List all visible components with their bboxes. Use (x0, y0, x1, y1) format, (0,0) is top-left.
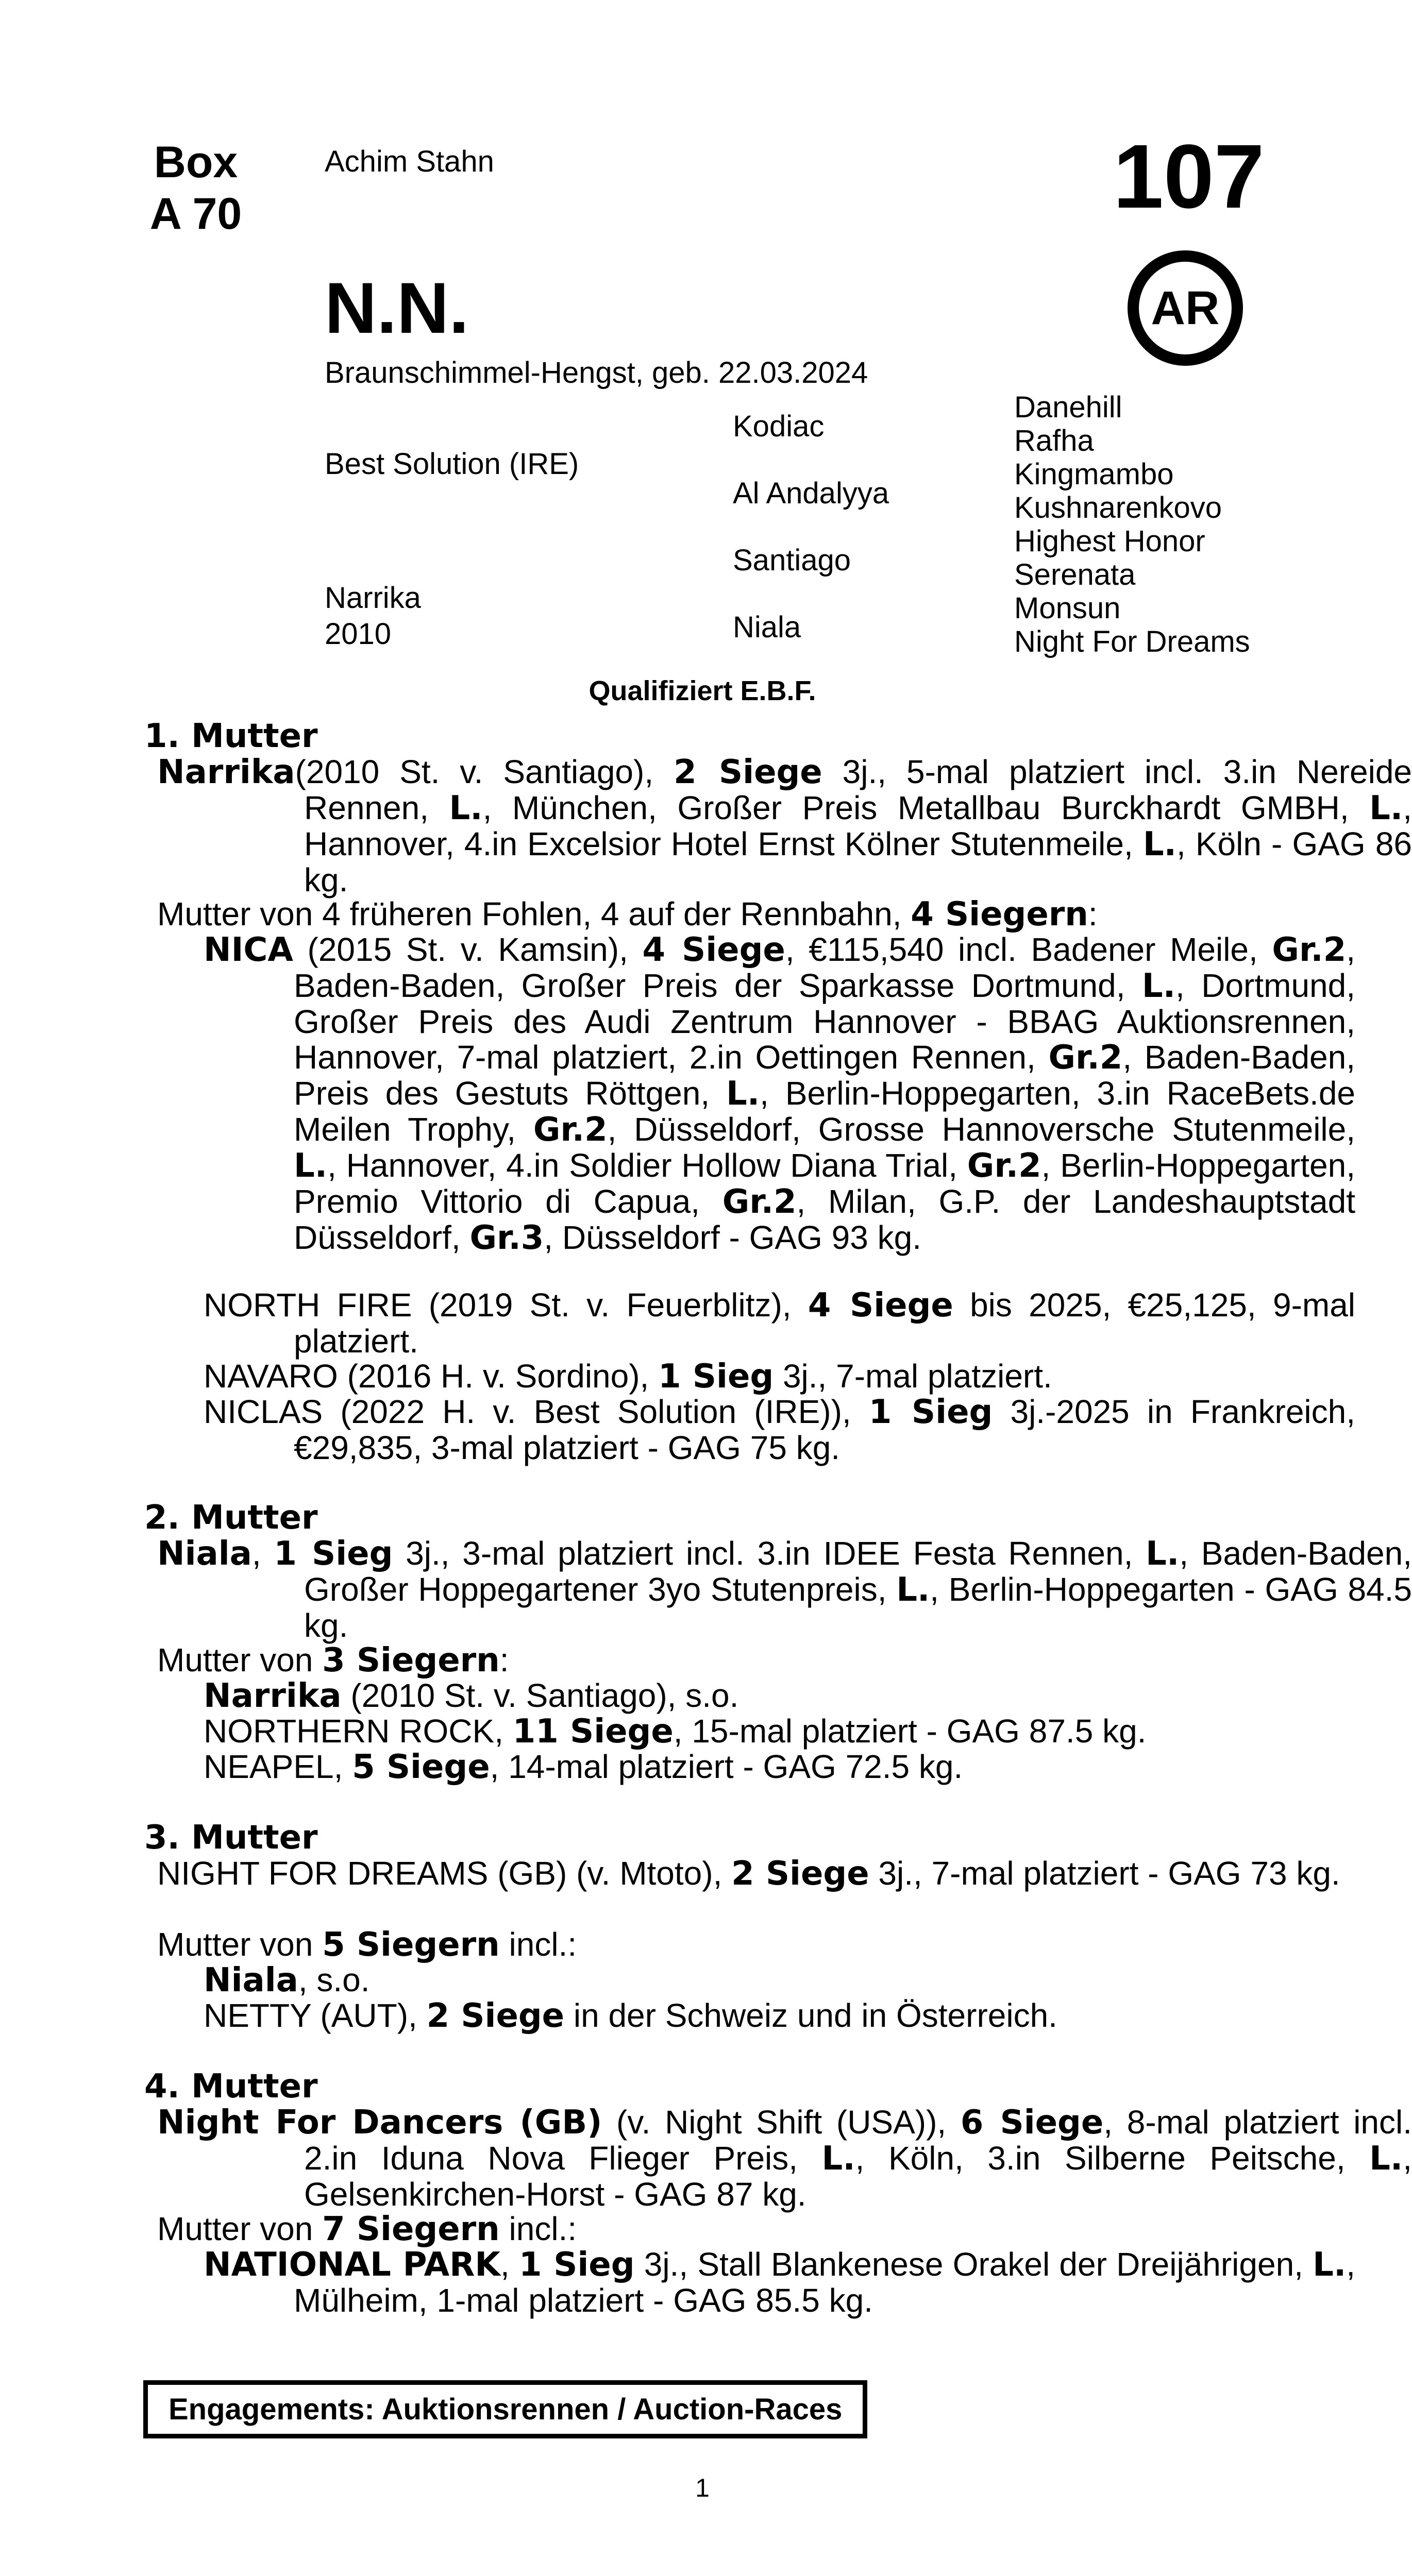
pedigree-gen2-item: Al Andalyya (733, 477, 889, 510)
first-dam-heading: 1. Mutter (144, 717, 318, 755)
third-dam-record: NIGHT FOR DREAMS (GB) (v. Mtoto), 2 Siege 3j., 7-mal platziert - GAG 73 kg. (157, 1855, 1340, 1893)
pedigree-dam-year: 2010 (325, 617, 392, 651)
pedigree-gen3-item: Rafha (1014, 424, 1094, 457)
pedigree-gen3-item: Kingmambo (1014, 457, 1174, 491)
owner-name: Achim Stahn (325, 145, 494, 178)
pedigree-gen2-item: Kodiac (733, 410, 825, 443)
produce-niala: Niala, s.o. (204, 1961, 370, 1999)
pedigree-sire: Best Solution (IRE) (325, 447, 579, 481)
produce-northern-rock: NORTHERN ROCK, 11 Siege, 15-mal platziert - GAG 87.5 kg. (204, 1713, 1147, 1751)
pedigree-gen3-item: Serenata (1014, 558, 1136, 591)
box-label: Box A 70 (149, 138, 242, 239)
fourth-dam-produce-intro: Mutter von 7 Siegern incl.: (157, 2210, 577, 2248)
page-number: 1 (695, 2473, 710, 2502)
fourth-dam-heading: 4. Mutter (144, 2067, 318, 2106)
engagements-box: Engagements: Auktionsrennen / Auction-Races (143, 2380, 867, 2438)
pedigree-gen3-item: Monsun (1014, 591, 1121, 625)
pedigree-gen3-item: Highest Honor (1014, 524, 1205, 558)
produce-nica: NICA (2015 St. v. Kamsin), 4 Siege, €115,540 incl. Badener Meile, Gr.2, Baden-Baden, Großer Preis der Sparkasse Dortmund, L., Dortmund, Großer Preis des Audi Zentrum Hannover - BBAG Auktionsrennen, Hannover, 7-mal platziert, 2.in Oettingen Rennen, Gr.2, Baden-Baden, Preis des Gestuts Röttgen, L., Berlin-Hoppegarten, 3.in RaceBets.de Meilen Trophy, Gr.2, Düsseldorf, Grosse Hannoversche Stutenmeile, L., Hannover, 4.in Soldier Hollow Diana Trial, Gr.2, Berlin-Hoppegarten, Premio Vittorio di Capua, Gr.2, Milan, G.P. der Landeshauptstadt Düsseldorf, Gr.3, Düsseldorf - GAG 93 kg. (204, 931, 1356, 1257)
produce-navaro: NAVARO (2016 H. v. Sordino), 1 Sieg 3j., 7-mal platziert. (204, 1358, 1052, 1396)
produce-north-fire: NORTH FIRE (2019 St. v. Feuerblitz), 4 Siege bis 2025, €25,125, 9-mal platziert. (204, 1286, 1356, 1360)
second-dam-produce-intro: Mutter von 3 Siegern: (157, 1641, 509, 1680)
fourth-dam-record: Night For Dancers (GB) (v. Night Shift (USA)), 6 Siege, 8-mal platziert incl. 2.in Iduna Nova Flieger Preis, L., Köln, 3.in Silberne Peitsche, L., Gelsenkirchen-Horst - GAG 87 kg. (157, 2104, 1412, 2213)
qualification: Qualifiziert E.B.F. (589, 675, 816, 706)
pedigree-gen2-item: Niala (733, 611, 801, 644)
produce-narrika: Narrika (2010 St. v. Santiago), s.o. (204, 1677, 739, 1715)
produce-netty: NETTY (AUT), 2 Siege in der Schweiz und in Österreich. (204, 1997, 1057, 2035)
second-dam-record: Niala, 1 Sieg 3j., 3-mal platziert incl. 3.in IDEE Festa Rennen, L., Baden-Baden, Großer Hoppegartener 3yo Stutenpreis, L., Berlin-Hoppegarten - GAG 84.5 kg. (157, 1535, 1412, 1644)
lot-number: 107 (1113, 126, 1265, 227)
produce-niclas: NICLAS (2022 H. v. Best Solution (IRE)), 1 Sieg 3j.-2025 in Frankreich, €29,835, 3-mal platziert - GAG 75 kg. (204, 1393, 1356, 1466)
ar-badge-icon: AR (1128, 250, 1243, 366)
pedigree-gen3-item: Danehill (1014, 391, 1122, 424)
first-dam-produce-intro: Mutter von 4 früheren Fohlen, 4 auf der Rennbahn, 4 Siegern: (157, 895, 1098, 934)
horse-name: N.N. (325, 267, 469, 348)
pedigree-gen3-item: Night For Dreams (1014, 625, 1250, 658)
second-dam-heading: 2. Mutter (144, 1499, 318, 1537)
pedigree-dam: Narrika (325, 581, 421, 615)
produce-national-park: NATIONAL PARK, 1 Sieg 3j., Stall Blankenese Orakel der Dreijährigen, L., Mülheim, 1-mal platziert - GAG 85.5 kg. (204, 2246, 1356, 2319)
horse-description: Braunschimmel-Hengst, geb. 22.03.2024 (325, 356, 868, 389)
pedigree-gen3 (1014, 391, 1250, 658)
pedigree-gen3-item: Kushnarenkovo (1014, 491, 1222, 524)
third-dam-produce-intro: Mutter von 5 Siegern incl.: (157, 1926, 577, 1964)
produce-neapel: NEAPEL, 5 Siege, 14-mal platziert - GAG 72.5 kg. (204, 1748, 963, 1786)
third-dam-heading: 3. Mutter (144, 1819, 318, 1857)
pedigree-gen2-item: Santiago (733, 544, 851, 577)
first-dam-record: Narrika(2010 St. v. Santiago), 2 Siege 3j., 5-mal platziert incl. 3.in Nereide Rennen, L., München, Großer Preis Metallbau Burckhardt GMBH, L., Hannover, 4.in Excelsior Hotel Ernst Kölner Stutenmeile, L., Köln - GAG 86 kg. (157, 753, 1412, 899)
